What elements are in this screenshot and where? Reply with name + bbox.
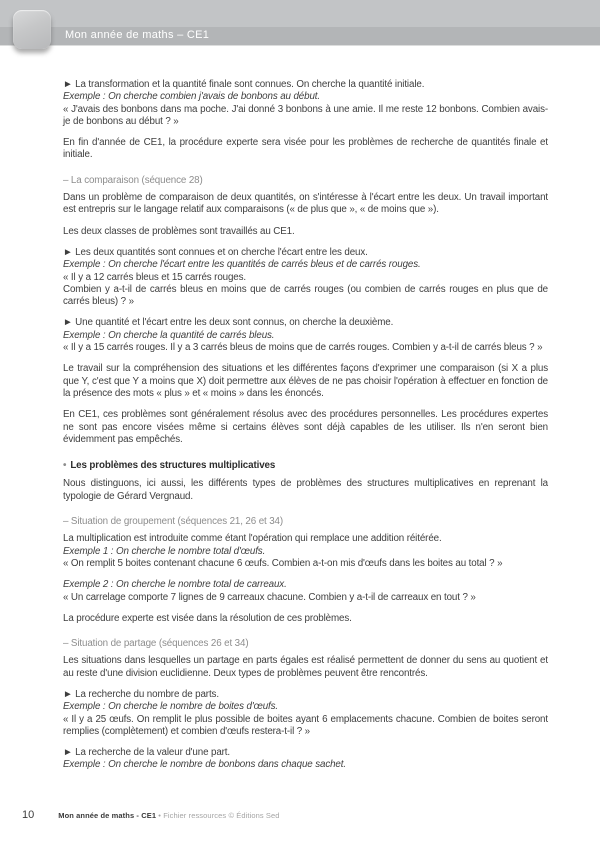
example-line: Exemple : On cherche le nombre de bonbons dans chaque sachet. — [63, 759, 346, 771]
document-body — [63, 79, 548, 772]
arrow-line: ► Les deux quantités sont connues et on cherche l'écart entre les deux. — [63, 246, 368, 258]
arrow-line: ► La recherche de la valeur d'une part. — [63, 747, 231, 759]
paragraph: Nous distinguons, ici aussi, les différents types de problèmes des structures multiplicatives en reprenant la typologie de Gérard Vergnaud. — [63, 478, 548, 502]
arrow-line: ► La recherche du nombre de parts. — [63, 688, 219, 700]
paragraph: En fin d'année de CE1, la procédure experte sera visée pour les problèmes de recherche de quantités finale et initiale. — [63, 137, 548, 161]
section-subhead: – Situation de groupement (séquences 21, 26 et 34) — [63, 516, 284, 528]
page-number: 10 — [22, 809, 35, 821]
paragraph: Dans un problème de comparaison de deux quantités, on s'intéresse à l'écart entre les deux. Un travail important est entrepris sur le langage relatif aux comparaisons (« de plus que », « de moins que »). — [63, 192, 548, 216]
example-line: Exemple : On cherche combien j'avais de bonbons au début. — [63, 91, 320, 103]
rounded-square-book-icon — [13, 10, 51, 49]
paragraph: Les situations dans lesquelles un partage en parts égales est réalisé permettent de donner du sens au quotient et au reste d'une division euclidienne. Deux types de problèmes peuvent être rencontrés. — [63, 655, 548, 679]
example-line: Exemple 2 : On cherche le nombre total de carreaux. — [63, 579, 287, 591]
footer-separator: • — [158, 811, 162, 820]
section-subhead: – La comparaison (séquence 28) — [63, 174, 203, 186]
header-title: Mon année de maths – CE1 — [65, 29, 210, 41]
paragraph: La multiplication est introduite comme étant l'opération qui remplace une addition réitérée. — [63, 533, 442, 545]
arrow-line: ► La transformation et la quantité finale sont connues. On cherche la quantité initiale. — [63, 79, 425, 90]
page-footer — [0, 809, 600, 821]
quote-line: « Il y a 12 carrés bleus et 15 carrés rouges. — [63, 271, 247, 283]
quote-line: « J'avais des bonbons dans ma poche. J'ai donné 3 bonbons à une amie. Il me reste 12 bonbons. Combien avais-je de bonbons au début ? » — [63, 103, 548, 127]
paragraph: Le travail sur la compréhension des situations et les différentes façons d'exprimer une comparaison (si X a plus que Y, c'est que Y a moins que X) doit permettre aux élèves de ne pas choisir l'opération à effectuer en fonction de la présence des mots « plus » et « moins » dans les énoncés. — [63, 363, 548, 399]
example-line: Exemple 1 : On cherche le nombre total d'œufs. — [63, 545, 266, 557]
bullet-icon: • — [63, 460, 67, 472]
arrow-line: ► Une quantité et l'écart entre les deux sont connus, on cherche la deuxième. — [63, 317, 394, 329]
footer-imprint — [58, 811, 279, 820]
paragraph: La procédure experte est visée dans la résolution de ces problèmes. — [63, 612, 352, 624]
quote-line: Combien y a-t-il de carrés bleus en moins que de carrés rouges (ou combien de carrés rouges en plus que de carrés bleus) ? » — [63, 283, 548, 308]
section-subhead: – Situation de partage (séquences 26 et 34) — [63, 638, 249, 650]
footer-book-title: Mon année de maths - CE1 — [58, 811, 157, 820]
quote-line: « Un carrelage comporte 7 lignes de 9 carreaux chacune. Combien y a-t-il de carreaux en tout ? » — [63, 591, 476, 603]
example-line: Exemple : On cherche l'écart entre les quantités de carrés bleus et de carrés rouges. — [63, 259, 421, 271]
quote-line: « Il y a 15 carrés rouges. Il y a 3 carrés bleus de moins que de carrés rouges. Combien y a-t-il de carrés bleus ? » — [63, 342, 543, 354]
example-line: Exemple : On cherche le nombre de boites d'œufs. — [63, 701, 279, 713]
paragraph: En CE1, ces problèmes sont généralement résolus avec des procédures personnelles. Les procédures expertes ne sont pas encore visées même si certains élèves sont déjà capables de les utiliser. Ils n'en seront bien évidemment pas empêchés. — [63, 409, 548, 445]
footer-imprint-text: Fichier ressources © Éditions Sed — [163, 811, 280, 820]
section-heading — [63, 460, 548, 472]
page-header — [0, 0, 600, 45]
paragraph: Les deux classes de problèmes sont travaillés au CE1. — [63, 225, 295, 237]
quote-line: « On remplit 5 boites contenant chacune 6 œufs. Combien a-t-on mis d'œufs dans les boites au total ? » — [63, 557, 503, 569]
example-line: Exemple : On cherche la quantité de carrés bleus. — [63, 329, 275, 341]
section-heading-label: Les problèmes des structures multiplicatives — [70, 460, 276, 472]
quote-line: « Il y a 25 œufs. On remplit le plus possible de boites ayant 6 emplacements chacune. Combien de boites seront remplies (complètement) et combien d'œufs restera-t-il ? » — [63, 713, 548, 737]
